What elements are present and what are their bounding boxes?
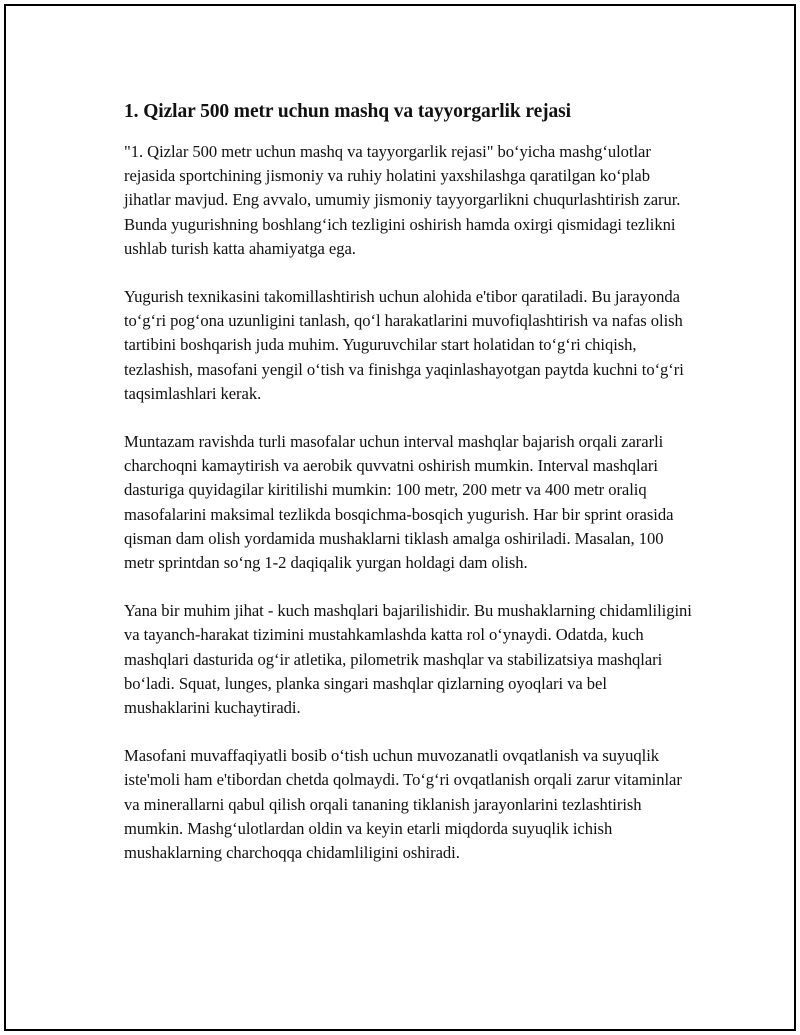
paragraph-interval-training: Muntazam ravishda turli masofalar uchun interval mashqlar bajarish orqali zararli charchoqni kamaytirish va aerobik quvvatni oshirish mumkin. Interval mashqlari dasturiga quyidagilar kiritilishi mumkin: 100 metr, 200 metr va 400 metr oraliq masofalarini maksimal tezlikda bosqichma-bosqich yugurish. Har bir sprint orasida qisman dam olish yordamida mushaklarni tiklash amalga oshiriladi. Masalan, 100 metr sprintdan so‘ng 1-2 daqiqalik yurgan holdagi dam olish.: [124, 432, 674, 573]
document-page: [4, 4, 796, 1031]
document-title: 1. Qizlar 500 metr uchun mashq va tayyorgarlik rejasi: [124, 101, 571, 122]
paragraph-nutrition: Masofani muvaffaqiyatli bosib o‘tish uchun muvozanatli ovqatlanish va suyuqlik iste'moli ham e'tibordan chetda qolmaydi. To‘g‘ri ovqatlanish orqali zarur vitaminlar va minerallarni qabul qilish orqali tananing tiklanish jarayonlarini tezlashtirish mumkin. Mashg‘ulotlardan oldin va keyin etarli miqdorda suyuqlik ichish mushaklarning charchoqqa chidamliligini oshiradi.: [124, 746, 682, 863]
document-body: [124, 98, 694, 889]
paragraph-training-plan: "1. Qizlar 500 metr uchun mashq va tayyorgarlik rejasi" bo‘yicha mashg‘ulotlar rejasida sportchining jismoniy va ruhiy holatini yaxshilashga qaratilgan ko‘plab jihatlar mavjud. Eng avvalo, umumiy jismoniy tayyorgarlikni chuqurlashtirish zarur. Bunda yugurishning boshlang‘ich tezligini oshirish hamda oxirgi qismidagi tezlikni ushlab turish katta ahamiyatga ega.: [124, 142, 681, 258]
paragraph-strength-training: Yana bir muhim jihat - kuch mashqlari bajarilishidir. Bu mushaklarning chidamliligini va tayanch-harakat tizimini mustahkamlashda katta rol o‘ynaydi. Odatda, kuch mashqlari dasturida og‘ir atletika, pilometrik mashqlar va stabilizatsiya mashqlari bo‘ladi. Squat, lunges, planka singari mashqlar qizlarning oyoqlari va bel mushaklarini kuchaytiradi.: [124, 601, 692, 718]
paragraph-running-technique: Yugurish texnikasini takomillashtirish uchun alohida e'tibor qaratiladi. Bu jarayonda to‘g‘ri pog‘ona uzunligini tanlash, qo‘l harakatlarini muvofiqlashtirish va nafas olish tartibini boshqarish juda muhim. Yuguruvchilar start holatidan to‘g‘ri chiqish, tezlashish, masofani yengil o‘tish va finishga yaqinlashayotgan paytda kuchni to‘g‘ri taqsimlashlari kerak.: [124, 287, 684, 403]
